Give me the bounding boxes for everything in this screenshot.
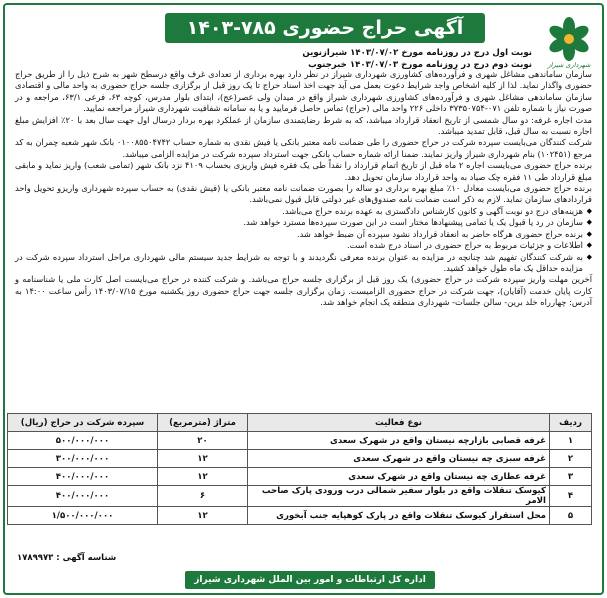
cell-deposit: ۱/۵۰۰/۰۰۰/۰۰۰ [8,507,158,525]
list-item: ◆ هزینه‌های درج دو نوبت آگهی و کانون کارشناس دادگستری به عهده برنده حراج می‌باشد. [15,206,592,217]
cell-activity: غرفه سبزی چه نیستان واقع در شهرک سعدی [248,450,550,468]
cell-row-number: ۱ [550,432,592,450]
closing-paragraph: آخرین مهلت واریز سپرده شرکت در حراج حضوری) یک روز قبل از برگزاری جلسه حراج می‌باشد. و شرکت کننده در حراج می‌بایست اصل کارت ملی یا شناسنامه و کارت پایان خدمت (آقایان)، جهت شرکت در حراج حضوری الزامیست. زمان برگزاری جلسه جهت حراج حضوری روز یکشنبه مورخ ۱۴۰۳/۰۷/۱۵ رأس ساعت ۱۴:۰۰ به آدرس: چهارراه خلد برین- سالن جلسات- شهرداری منطقه یک انجام خواهد شد. [15,274,592,308]
table-row [8,507,592,525]
cell-area: ۶ [158,486,248,507]
cell-row-number: ۳ [550,468,592,486]
list-item: ◆ اطلاعات و جزئیات مربوط به حراج حضوری در اسناد درج شده است. [15,240,592,251]
cell-activity: غرفه قصابی بازارچه نیستان واقع در شهرک سعدی [248,432,550,450]
cell-row-number: ۲ [550,450,592,468]
ad-title: آگهی حراج حضوری ۷۸۵-۱۴۰۳ [165,13,485,43]
publication-dates [302,47,532,71]
paragraph: شرکت کنندگان می‌بایست سپرده شرکت در حراج حضوری را طی ضمانت نامه معتبر بانکی یا فیش نقدی به شماره حساب ۰۱۰۰۸۵۵۰۴۷۴۲ بانک شهر شعبه چمران به کد مرجع (۱۰۲۴۵۱) بنام شهرداری شیراز واریز نمایند. ضمنا ارائه شماره حساب بانکی جهت استرداد سپرده شرکت در مزایده الزامی میباشد. [15,137,592,159]
cell-area: ۱۲ [158,468,248,486]
cell-activity: غرفه عطاری چه نیستان واقع در شهرک سعدی [248,468,550,486]
table-row [8,468,592,486]
paragraph: برنده حراج حضوری می‌بایست اجاره ۲ ماه قبل از تاریخ اتمام قرارداد را نقداً طی یک فقره فیش واریزی بحساب ۴۱۰۹ نزد بانک شهر (تمامی شعب) واریز نماید و مابقی مبلغ قرارداد طی ۱۱ فقره چک صیاد به واحد قرارداد سازمان تحویل دهد. [15,160,593,182]
table-row [8,432,592,450]
cell-activity: محل استقرار کیوسک تنقلات واقع در پارک کوهپایه جنب آبخوری [248,507,550,525]
conditions-list [15,206,592,274]
cell-activity: کیوسک تنقلات واقع در بلوار سفیر شمالی درب ورودی پارک صاحب الامر [248,486,550,507]
paragraph: مدت اجاره غرفه: دو سال شمسی از تاریخ انعقاد قرارداد میباشد، که به شرط رضایتمندی سازمان از عملکرد بهره بردار درسال اول جهت سال بعد با ۲۰٪ افزایش مبلغ اجاره نسبت به سال قبل، قابل تمدید میباشد. [15,114,592,137]
table-header-row [8,414,592,432]
activities-table [7,413,592,525]
header-row-number: ردیف [550,414,592,432]
publication-first: نوبت اول درج در روزنامه مورخ ۱۴۰۳/۰۷/۰۲ شیرازنوین [302,48,532,58]
cell-deposit: ۴۰۰/۰۰۰/۰۰۰ [8,486,158,507]
cell-row-number: ۴ [550,486,592,507]
cell-deposit: ۵۰۰/۰۰۰/۰۰۰ [8,432,158,450]
cell-area: ۲۰ [158,432,248,450]
cell-area: ۱۲ [158,507,248,525]
header [5,9,602,69]
table-row [8,450,592,468]
paragraph: سازمان ساماندهی مشاغل شهری و فرآورده‌های کشاورزی شهرداری شیراز در نظر دارد بهره برداری از تعدادی غرف واقع درسطح شهر به شرح ذیل را از طریق حراج حضوری واگذار نماید. لذا از کلیه اشخاص واجد شرایط دعوت بعمل می آید جهت اخذ اسناد حراج تا یک روز قبل از برگزاری جلسه حراج حضوری به واحد مالی و اقتصادی سازمان ساماندهی مشاغل شهری و فرآورده‌های کشاورزی شهرداری شیراز واقع در میدان ولی عصر(عج)، ابتدای بلوار مدرس، کوچه ۶۳، فرعی ۶۳/۱، مراجعه و در صورت نیاز با شماره تلفن ۰۷۱-۳۷۳۵۰۷۵۴ داخلی ۲۲۶ واحد مالی (حراج) تماس حاصل فرمایید و یا به سامانه شفافیت شهرداری شیراز مراجعه نمایید. [15,69,592,114]
header-activity: نوع فعالیت [248,414,550,432]
advertisement-frame [3,3,604,595]
logo-text: شهرداری شیراز [547,61,591,69]
ad-body [15,69,592,309]
cell-area: ۱۲ [158,450,248,468]
footer-banner: اداره کل ارتباطات و امور بین الملل شهرداری شیراز [185,571,435,589]
publication-second: نوبت دوم درج در روزنامه مورخ ۱۴۰۳/۰۷/۰۳ خبرجنوب [308,60,532,70]
cell-row-number: ۵ [550,507,592,525]
cell-deposit: ۳۰۰/۰۰۰/۰۰۰ [8,450,158,468]
paragraph: برنده حراج حضوری می‌بایست معادل ۱۰٪ مبلغ بهره برداری دو ساله را بصورت ضمانت نامه معتبر بانکی یا (فیش نقدی) به حساب سپرده شهرداری واریزو تحویل واحد قراردادهای سازمان نماید. لازم به ذکر است ضمانت نامه صندوق‌های غیر دولتی قابل قبول نمی‌باشد. [15,183,592,205]
table-row [8,486,592,507]
ad-tracking-id: شناسه آگهی : ۱۷۸۹۹۷۳ [17,553,117,563]
header-deposit: سپرده شرکت در حراج (ریال) [8,414,158,432]
list-item: ◆ برنده حراج حضوری هرگاه حاضر به انعقاد قرارداد نشود سپرده آن ضبط خواهد شد. [15,229,592,240]
header-area: متراژ (مترمربع) [158,414,248,432]
list-item: ◆ سازمان در رد یا قبول یک یا تمامی پیشنهادها مختار است در این صورت سپرده‌ها مسترد خواهد شد. [15,217,592,228]
cell-deposit: ۴۰۰/۰۰۰/۰۰۰ [8,468,158,486]
list-item: ◆ به شرکت کنندگان تفهیم شد چنانچه در مزایده به عنوان برنده معرفی نگردیدند و با توجه به شرایط جدید سیستم مالی شهرداری مراحل استرداد سپرده شرکت در مزایده حداقل یک ماه طول خواهد کشید. [15,252,592,275]
